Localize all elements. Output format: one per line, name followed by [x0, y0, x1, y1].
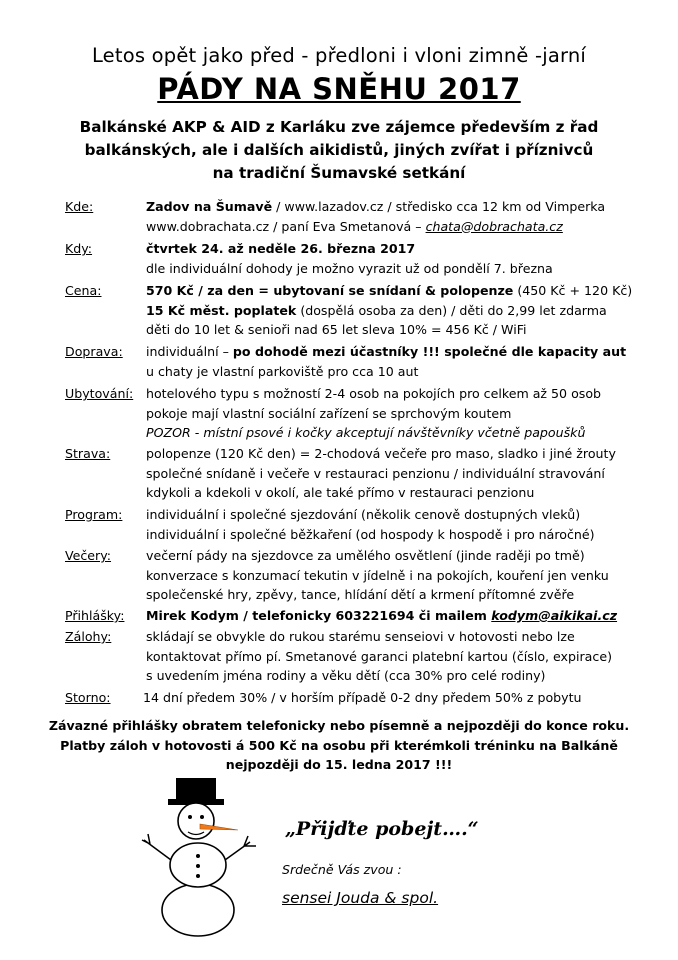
footer-line: nejpozději do 15. ledna 2017 !!! [225, 757, 453, 772]
food-line: společné snídaně i večeře v restauraci penzionu / individuální stravování [146, 465, 605, 481]
pets-warning: POZOR - místní psové i kočky akceptují návštěvníky včetně papoušků [146, 425, 586, 440]
greeting: Srdečně Vás zvou : [282, 862, 402, 877]
page-title: PÁDY NA SNĚHU 2017 [157, 72, 521, 106]
program-line: individuální i společné sjezdování (několik cenově dostupných vleků) [146, 507, 581, 522]
left-arm [142, 834, 171, 860]
snowman-illustration [140, 778, 260, 938]
label-prihlasky: Přihlášky: [65, 608, 125, 623]
label-ubytovani: Ubytování: [65, 386, 134, 401]
intro-line: na tradiční Šumavské setkání [212, 164, 466, 182]
place-name: Zadov na Šumavě [146, 199, 273, 214]
label-strava: Strava: [65, 446, 111, 461]
label-kde: Kde: [65, 199, 94, 214]
evening-line: večerní pády na sjezdovce za umělého osvětlení (jinde raději po tmě) [146, 548, 585, 563]
snowman-bottom [162, 884, 234, 936]
transport-type: individuální – [146, 344, 233, 359]
subtitle: Letos opět jako před - předloni i vloni zimně -jarní [91, 44, 587, 67]
registration-text: Mirek Kodym / telefonicky 603221694 či mailem [146, 608, 492, 623]
label-storno: Storno: [65, 690, 111, 705]
label-program: Program: [65, 507, 123, 522]
label-cena: Cena: [65, 283, 102, 298]
evening-line: konverzace s konzumací tekutin v jídelně i na pokojích, kouření jen venku [146, 567, 609, 583]
snowman-button [196, 854, 200, 858]
evening-line: společenské hry, zpěvy, tance, hlídání dětí a krmení přítomné zvěře [146, 587, 575, 602]
price-detail: (450 Kč + 120 Kč) [513, 283, 633, 298]
kodym-email-link[interactable]: kodym@aikikai.cz [491, 608, 618, 623]
accommodation-line: hotelového typu s možností 2-4 osob na pokojích pro celkem až 50 osob [146, 386, 602, 401]
contact-text: www.dobrachata.cz / paní Eva Smetanová – [146, 218, 426, 234]
food-line: kdykoli a kdekoli v okolí, ale také přímo v restauraci penzionu [146, 485, 535, 500]
label-zalohy: Zálohy: [65, 629, 112, 644]
parking-text: u chaty je vlastní parkoviště pro cca 10 aut [146, 363, 419, 379]
snowman-eye [188, 815, 192, 819]
label-doprava: Doprava: [65, 344, 123, 359]
dates-note: dle individuální dohody je možno vyrazit už od pondělí 7. března [146, 260, 553, 276]
deposit-line: kontaktovat přímo pí. Smetanové garanci platební kartou (číslo, expirace) [146, 648, 612, 664]
city-fee: 15 Kč měst. poplatek [146, 302, 297, 318]
snowman-button [196, 874, 200, 878]
intro-line: Balkánské AKP & AID z Karláku zve zájemce především z řad [79, 118, 599, 136]
event-dates: čtvrtek 24. až neděle 26. března 2017 [146, 241, 416, 256]
footer-notice [20, 716, 658, 775]
carrot-nose [200, 824, 238, 830]
footer-line: Platby záloh v hotovosti á 500 Kč na osobu při kterémkoli tréninku na Balkáně [60, 737, 618, 753]
snowman-head [178, 803, 214, 839]
city-fee-detail: (dospělá osoba za den) / děti do 2,99 let zdarma [296, 302, 607, 318]
footer-line: Závazné přihlášky obratem telefonicky nebo písemně a nejpozději do konce roku. [48, 718, 630, 733]
price-main: 570 Kč / za den = ubytovaní se snídaní & polopenze [146, 283, 514, 298]
snowman-eye [200, 815, 204, 819]
deposit-line: s uvedením jména rodiny a věku dětí (cca 30% pro celé rodiny) [146, 668, 546, 683]
signature: sensei Jouda & spol. [282, 889, 439, 907]
intro-text [20, 116, 658, 185]
place-detail: / www.lazadov.cz / středisko cca 12 km od Vimperka [272, 199, 606, 214]
cancellation-text: 14 dní předem 30% / v horším případě 0-2 dny předem 50% z pobytu [143, 690, 582, 705]
right-arm [225, 836, 256, 860]
accommodation-line: pokoje mají vlastní sociální zařízení se sprchovým koutem [146, 405, 512, 421]
deposit-line: skládají se obvykle do rukou starému senseiovi v hotovosti nebo lze [146, 629, 575, 644]
label-kdy: Kdy: [65, 241, 93, 256]
chata-email-link[interactable]: chata@dobrachata.cz [425, 218, 563, 234]
come-invitation: „Přijďte pobejt….“ [285, 818, 479, 840]
snowman-button [196, 864, 200, 868]
discount-text: děti do 10 let & senioři nad 65 let sleva 10% = 456 Kč / WiFi [146, 322, 527, 337]
food-line: polopenze (120 Kč den) = 2-chodová večeře pro maso, sladko i jiné žrouty [146, 446, 616, 461]
intro-line: balkánských, ale i dalších aikidistů, jiných zvířat i příznivců [84, 141, 594, 159]
transport-note: po dohodě mezi účastníky !!! společné dle kapacity aut [232, 344, 627, 359]
hat-top [176, 778, 216, 800]
program-line: individuální i společné běžkaření (od hospody k hospodě i pro náročné) [146, 526, 595, 542]
label-vecery: Večery: [65, 548, 112, 563]
